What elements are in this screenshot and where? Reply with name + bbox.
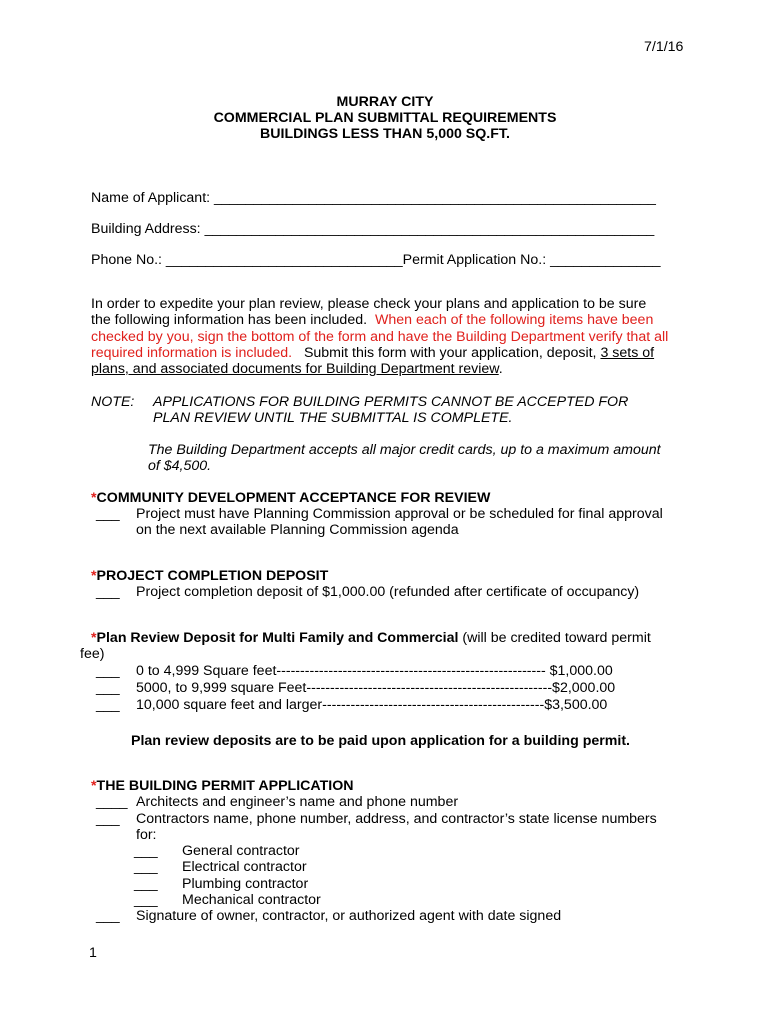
plan-review-row-1: 0 to 4,999 Square feet--------------------------------------------------------- $1,000.00 <box>136 663 613 679</box>
plan-review-section-title: *Plan Review Deposit for Multi Family and Commercial (will be credited toward permit <box>91 630 651 646</box>
community-section-title: *COMMUNITY DEVELOPMENT ACCEPTANCE FOR REVIEW <box>91 490 491 506</box>
sub-item-1-blank[interactable]: ___ <box>134 843 158 859</box>
deposit-item: Project completion deposit of $1,000.00 (refunded after certificate of occupancy) <box>136 584 640 600</box>
community-checkbox-blank[interactable]: ___ <box>96 506 120 522</box>
permit-item-2-cont: for: <box>136 827 157 843</box>
intro-line-2: the following information has been included. When each of the following items have been <box>91 312 654 328</box>
plan-review-row-1-blank[interactable]: ___ <box>96 663 120 679</box>
header-subtitle: BUILDINGS LESS THAN 5,000 SQ.FT. <box>260 126 510 142</box>
sub-item-1: General contractor <box>182 843 300 859</box>
document-date: 7/1/16 <box>644 39 684 55</box>
header-title: COMMERCIAL PLAN SUBMITTAL REQUIREMENTS <box>213 110 557 126</box>
permit-item-2-blank[interactable]: ___ <box>96 811 120 827</box>
page-number: 1 <box>89 945 97 961</box>
sub-item-4-blank[interactable]: ___ <box>134 892 158 908</box>
permit-item-2: Contractors name, phone number, address, and contractor’s state license numbers <box>136 811 657 827</box>
plan-review-footnote: Plan review deposits are to be paid upon application for a building permit. <box>131 733 630 749</box>
plan-review-row-3-blank[interactable]: ___ <box>96 697 120 713</box>
deposit-section-title: *PROJECT COMPLETION DEPOSIT <box>91 568 329 584</box>
intro-line-4: required information is included. Submit this form with your application, deposit, 3 sets of <box>91 345 655 361</box>
sub-item-2: Electrical contractor <box>182 859 307 875</box>
credit-card-line-1: The Building Department accepts all major credit cards, up to a maximum amount <box>148 442 661 458</box>
intro-line-3: checked by you, sign the bottom of the form and have the Building Department verify that all <box>91 329 669 345</box>
note-line-2: PLAN REVIEW UNTIL THE SUBMITTAL IS COMPLETE. <box>153 410 513 426</box>
note-line-1: APPLICATIONS FOR BUILDING PERMITS CANNOT BE ACCEPTED FOR <box>153 394 629 410</box>
deposit-checkbox-blank[interactable]: ___ <box>96 584 120 600</box>
intro-line-5: plans, and associated documents for Building Department review. <box>91 361 503 377</box>
applicant-name-field: Name of Applicant: ________________________________________________________ <box>91 190 656 206</box>
building-address-field: Building Address: _________________________________________________________ <box>91 221 655 237</box>
intro-line-1: In order to expedite your plan review, please check your plans and application to be sure <box>91 296 647 312</box>
plan-review-row-2: 5000, to 9,999 square Feet----------------------------------------------------$2,000.00 <box>136 680 616 696</box>
sub-item-4: Mechanical contractor <box>182 892 321 908</box>
plan-review-row-3: 10,000 square feet and larger-----------------------------------------------$3,500.00 <box>136 697 608 713</box>
permit-item-1-blank[interactable]: ____ <box>96 794 128 810</box>
header-city: MURRAY CITY <box>336 94 434 110</box>
permit-item-1: Architects and engineer’s name and phone number <box>136 794 459 810</box>
plan-review-title-cont: fee) <box>80 646 105 662</box>
permit-section-title: *THE BUILDING PERMIT APPLICATION <box>91 778 354 794</box>
sub-item-2-blank[interactable]: ___ <box>134 859 158 875</box>
permit-last-item: Signature of owner, contractor, or authorized agent with date signed <box>136 908 562 924</box>
phone-permit-field: Phone No.: ______________________________Permit Application No.: ______________ <box>91 252 661 268</box>
credit-card-line-2: of $4,500. <box>148 458 212 474</box>
sub-item-3: Plumbing contractor <box>182 876 309 892</box>
plan-review-row-2-blank[interactable]: ___ <box>96 680 120 696</box>
sub-item-3-blank[interactable]: ___ <box>134 876 158 892</box>
permit-last-blank[interactable]: ___ <box>96 908 120 924</box>
community-item-line-1: Project must have Planning Commission approval or be scheduled for final approval <box>136 506 663 522</box>
community-item-line-2: on the next available Planning Commission agenda <box>136 522 459 538</box>
note-label: NOTE: <box>91 394 135 410</box>
